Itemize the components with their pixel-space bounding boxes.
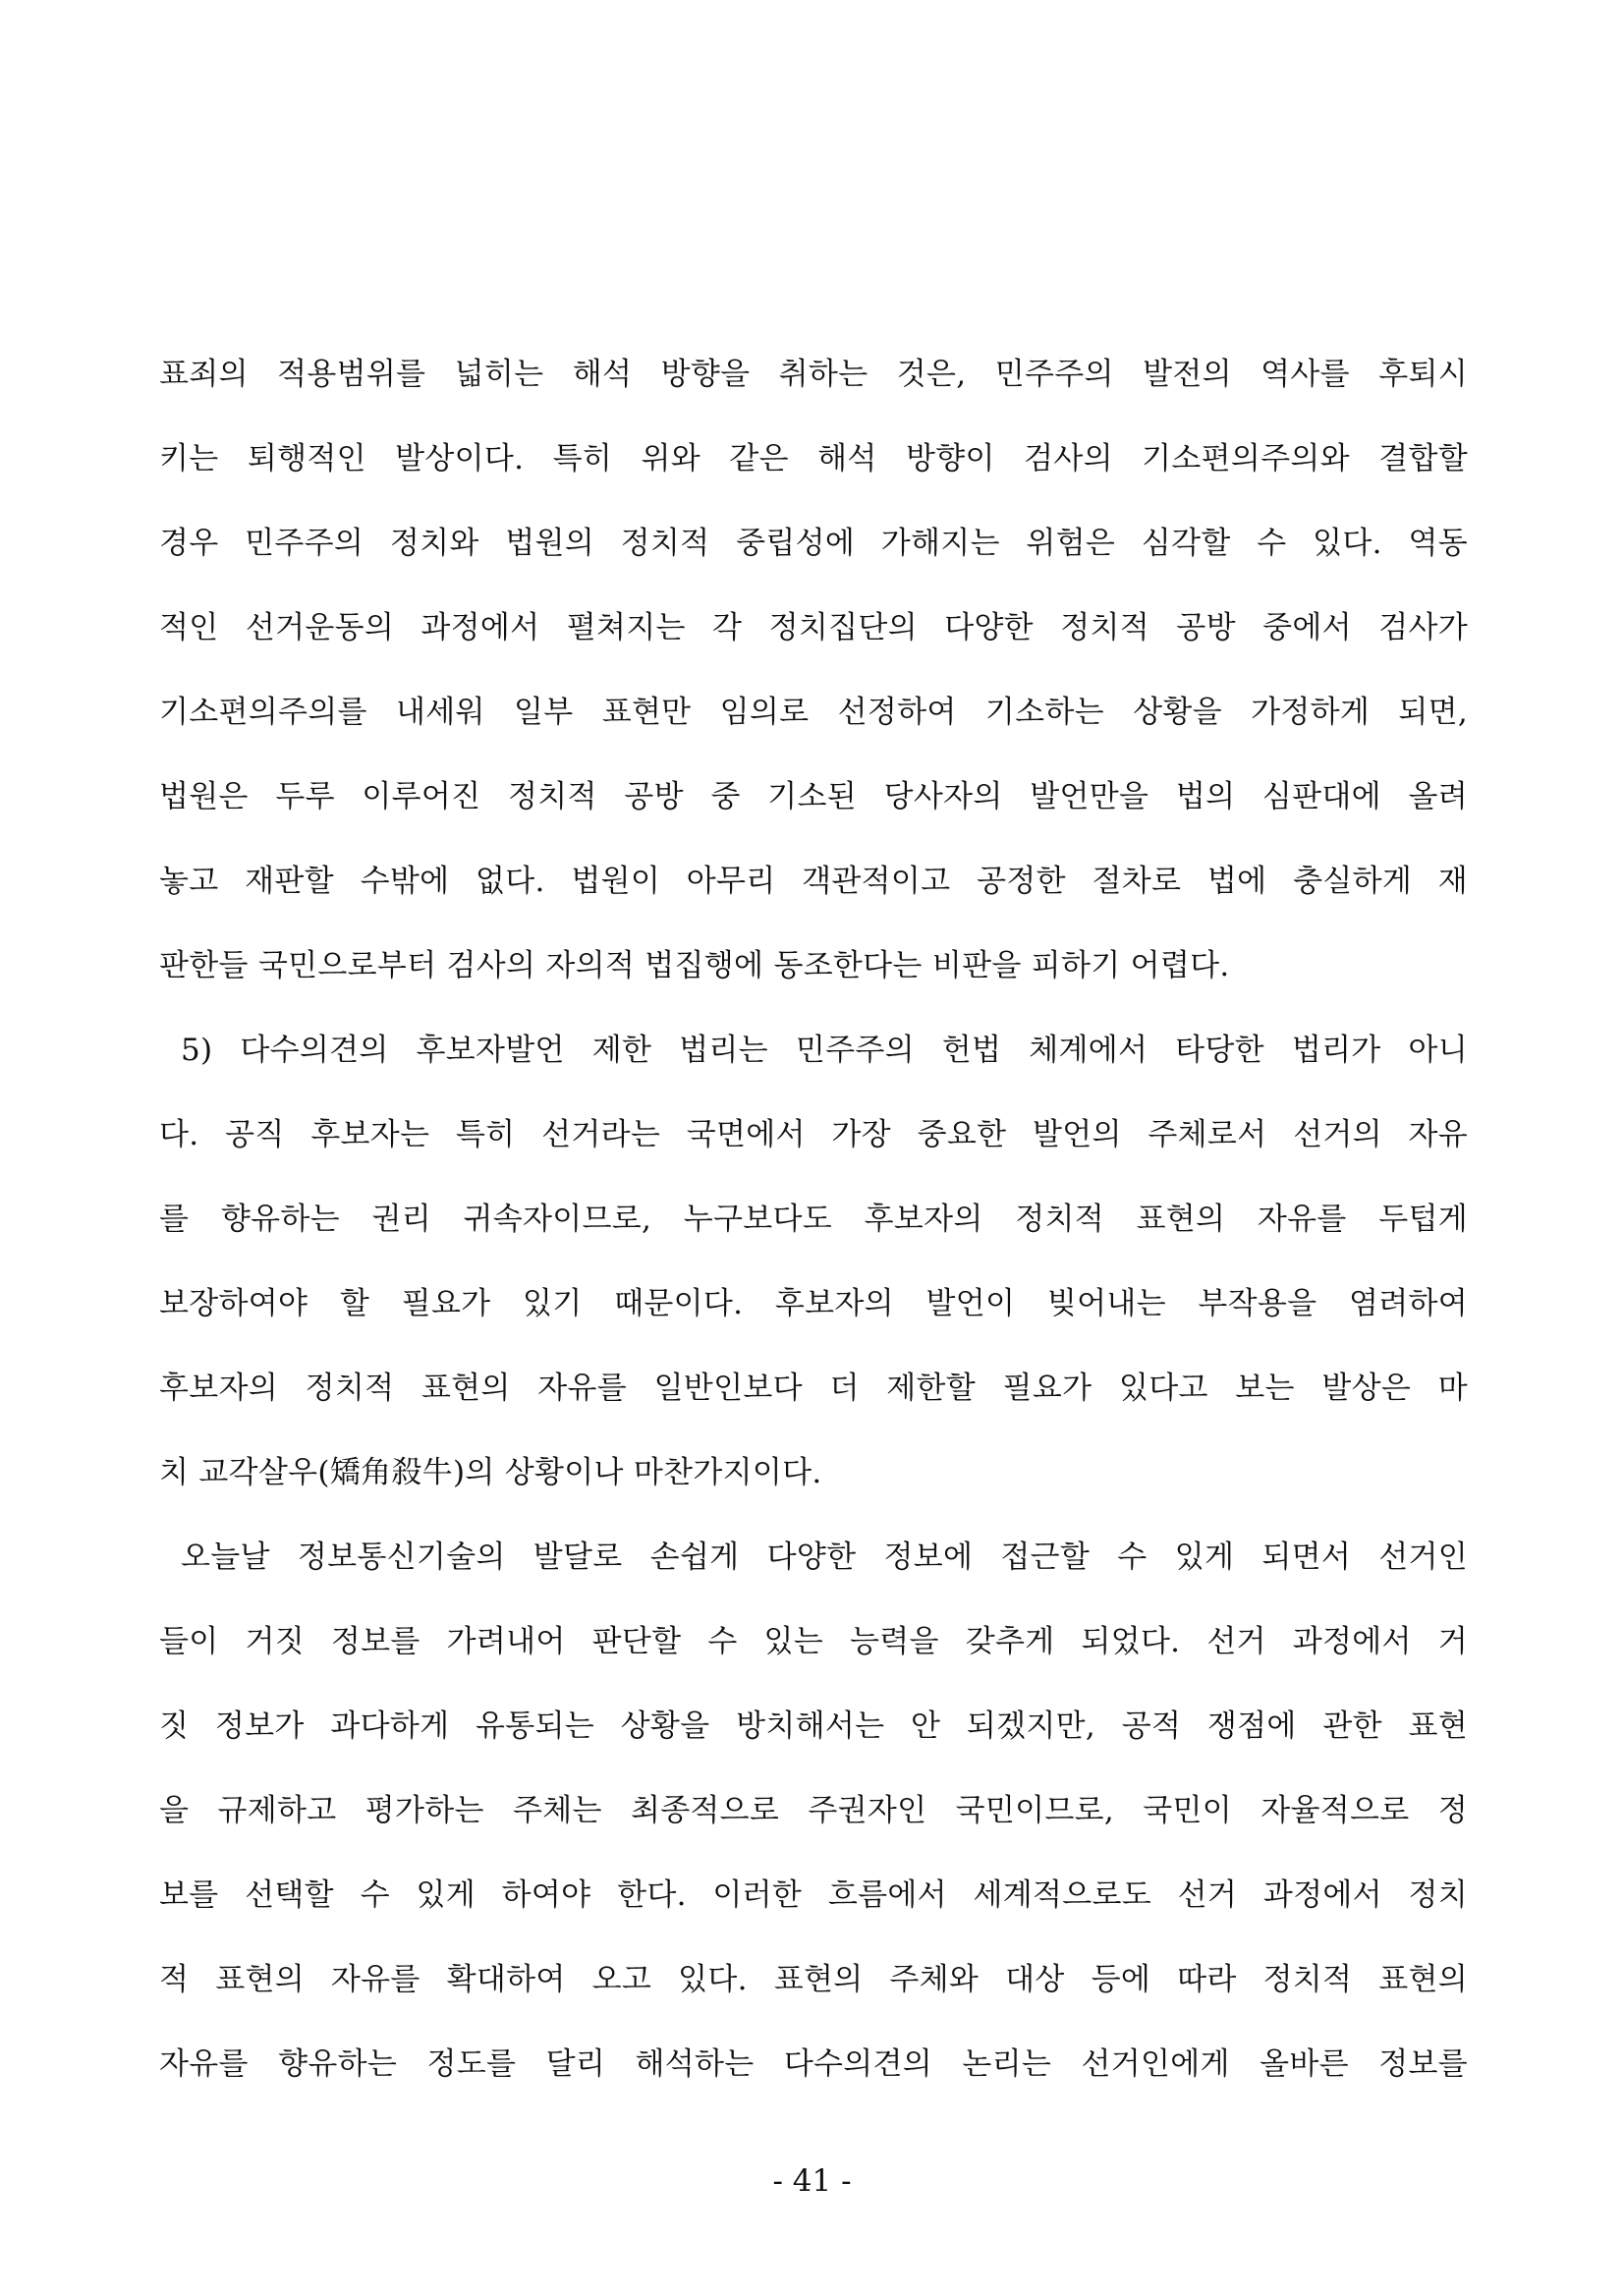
text-line: 을 규제하고 평가하는 주체는 최종적으로 주권자인 국민이므로, 국민이 자율적으로 정	[159, 1793, 1468, 1828]
text-line: 후보자의 정치적 표현의 자유를 일반인보다 더 제한할 필요가 있다고 보는 발상은 마	[159, 1371, 1468, 1406]
text-line: 를 향유하는 권리 귀속자이므로, 누구보다도 후보자의 정치적 표현의 자유를 두텁게	[159, 1202, 1468, 1237]
text-line: 보를 선택할 수 있게 하여야 한다. 이러한 흐름에서 세계적으로도 선거 과정에서 정치	[159, 1877, 1468, 1913]
text-line: 자유를 향유하는 정도를 달리 해석하는 다수의견의 논리는 선거인에게 올바른 정보를	[159, 2046, 1468, 2082]
text-line: 적인 선거운동의 과정에서 펼쳐지는 각 정치집단의 다양한 정치적 공방 중에서 검사가	[159, 610, 1468, 645]
text-line: 키는 퇴행적인 발상이다. 특히 위와 같은 해석 방향이 검사의 기소편의주의와 결합할	[159, 441, 1468, 476]
text-line: 적 표현의 자유를 확대하여 오고 있다. 표현의 주체와 대상 등에 따라 정치적 표현의	[159, 1962, 1468, 1997]
text-line: 경우 민주주의 정치와 법원의 정치적 중립성에 가해지는 위험은 심각할 수 있다. 역동	[159, 526, 1468, 561]
text-line: 치 교각살우(矯角殺牛)의 상황이나 마찬가지이다.	[159, 1455, 822, 1490]
page-number: - 41 -	[772, 2163, 852, 2199]
text-line: 5) 다수의견의 후보자발언 제한 법리는 민주주의 헌법 체계에서 타당한 법리가 아니	[181, 1033, 1468, 1068]
text-line: 짓 정보가 과다하게 유통되는 상황을 방치해서는 안 되겠지만, 공적 쟁점에 관한 표현	[159, 1708, 1468, 1744]
text-line: 보장하여야 할 필요가 있기 때문이다. 후보자의 발언이 빚어내는 부작용을 염려하여	[159, 1286, 1468, 1321]
text-line: 놓고 재판할 수밖에 없다. 법원이 아무리 객관적이고 공정한 절차로 법에 충실하게 재	[159, 864, 1468, 899]
text-line: 들이 거짓 정보를 가려내어 판단할 수 있는 능력을 갖추게 되었다. 선거 과정에서 거	[159, 1624, 1468, 1659]
text-line: 표죄의 적용범위를 넓히는 해석 방향을 취하는 것은, 민주주의 발전의 역사를 후퇴시	[159, 357, 1468, 392]
text-line: 판한들 국민으로부터 검사의 자의적 법집행에 동조한다는 비판을 피하기 어렵다.	[159, 948, 1230, 983]
text-line: 법원은 두루 이루어진 정치적 공방 중 기소된 당사자의 발언만을 법의 심판대에 올려	[159, 779, 1468, 814]
body-text	[159, 332, 1468, 2106]
text-line: 다. 공직 후보자는 특히 선거라는 국면에서 가장 중요한 발언의 주체로서 선거의 자유	[159, 1117, 1468, 1152]
text-line: 오늘날 정보통신기술의 발달로 손쉽게 다양한 정보에 접근할 수 있게 되면서 선거인	[181, 1540, 1468, 1575]
text-line: 기소편의주의를 내세워 일부 표현만 임의로 선정하여 기소하는 상황을 가정하게 되면,	[159, 695, 1468, 730]
